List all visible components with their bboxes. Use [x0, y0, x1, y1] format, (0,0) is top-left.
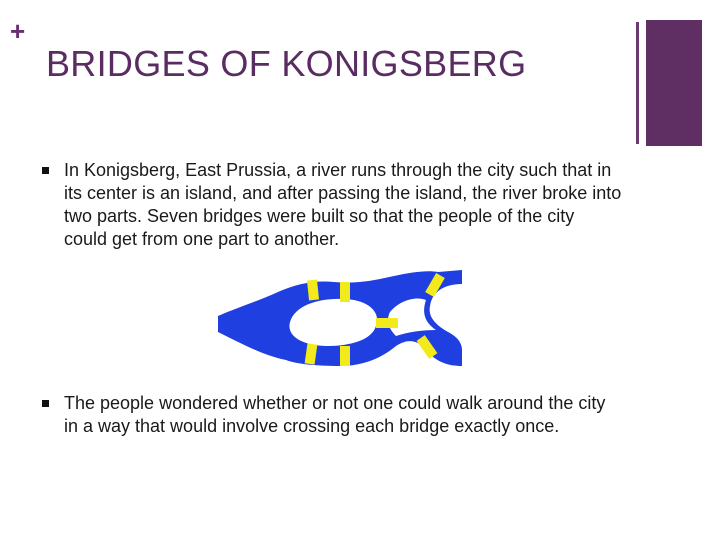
- bullet-marker: [42, 400, 49, 407]
- bullet-text: In Konigsberg, East Prussia, a river runs through the city such that in its center is an island, and after passing the island, the river broke into two parts. Seven bridges were built so that the people of the city could get from one part to another.: [64, 160, 622, 249]
- bullet-item: [42, 159, 622, 251]
- bridge: [340, 346, 350, 366]
- bullet-marker: [42, 167, 49, 174]
- river-bridges-map-icon: [216, 266, 466, 372]
- bullet-text: The people wondered whether or not one could walk around the city in a way that would involve crossing each bridge exactly once.: [64, 393, 606, 436]
- plus-mark: +: [10, 16, 26, 46]
- bridge: [340, 282, 350, 302]
- bridge: [307, 280, 319, 301]
- accent-block: [646, 20, 702, 146]
- bullet-item: [42, 392, 622, 438]
- slide-title: BRIDGES OF KONIGSBERG: [46, 43, 527, 84]
- bridge: [376, 318, 398, 328]
- accent-line: [636, 22, 639, 144]
